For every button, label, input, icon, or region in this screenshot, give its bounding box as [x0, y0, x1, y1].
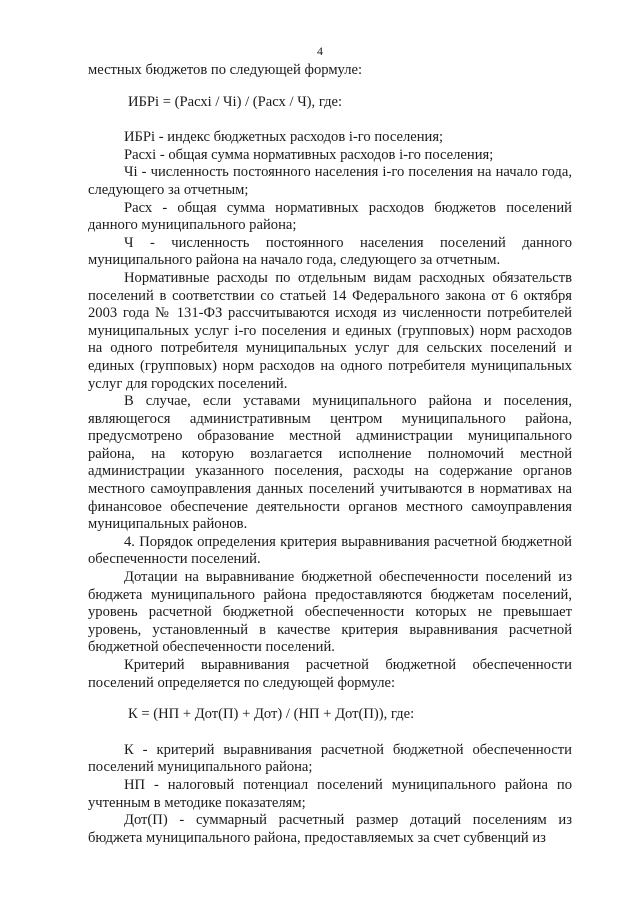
definition-rashi: Расхi - общая сумма нормативных расходов i-го поселения;	[124, 146, 494, 163]
definition-ch: Ч - численность постоянного населения поселений данного муниципального района на начало года, следующего за отчетным.	[88, 234, 572, 269]
section-heading-4: 4. Порядок определения критерия выравнивания расчетной бюджетной обеспеченности поселений.	[88, 533, 572, 568]
paragraph-normative-expenses: Нормативные расходы по отдельным видам расходных обязательств поселений в соответствии со статьей 14 Федерального закона от 6 октября 2003 года № 131-ФЗ рассчитываются исходя из численности потребителей муниципальных услуг i-го поселения и единых (групповых) норм расходов на одного потребителя муниципальных услуг для сельских поселений и единых (групповых) норм расходов на одного потребителя муниципальных услуг для городских поселений.	[88, 269, 572, 392]
formula-ibr: ИБРi = (Расхi / Чi) / (Расх / Ч), где:	[128, 93, 343, 110]
paragraph-intro: местных бюджетов по следующей формуле:	[88, 62, 363, 78]
document-body	[88, 62, 572, 847]
definition-ibri: ИБРi - индекс бюджетных расходов i-го поселения;	[124, 129, 444, 146]
paragraph-subsidies: Дотации на выравнивание бюджетной обеспеченности поселений из бюджета муниципального района предоставляются бюджетам поселений, уровень расчетной бюджетной обеспеченности которых не превышает уровень, установленный в качестве критерия выравнивания расчетной бюджетной обеспеченности поселений.	[88, 569, 572, 656]
definition-chi: Чi - численность постоянного населения i-го поселения на начало года, следующего за отчетным;	[88, 164, 572, 198]
definition-np: НП - налоговый потенциал поселений муниципального района по учтенным в методике показателям;	[88, 776, 572, 811]
definition-k: К - критерий выравнивания расчетной бюджетной обеспеченности поселений муниципального района;	[88, 741, 572, 776]
paragraph-admin-center: В случае, если уставами муниципального района и поселения, являющегося административным центром муниципального района, предусмотрено образование местной администрации муниципального района, на которую возлагается исполнение полномочий местной администрации указанного поселения, расходы на содержание органов местного самоуправления данных поселений учитываются в нормативах на финансовое обеспечение деятельности органов местного самоуправления муниципальных районов.	[88, 393, 572, 533]
definition-dotp: Дот(П) - суммарный расчетный размер дотаций поселениям из бюджета муниципального района, предоставляемых за счет субвенций из	[88, 812, 572, 846]
page-number: 4	[317, 44, 323, 58]
definition-rash: Расх - общая сумма нормативных расходов бюджетов поселений данного муниципального района;	[88, 199, 572, 234]
paragraph-criterion: Критерий выравнивания расчетной бюджетной обеспеченности поселений определяется по следующей формуле:	[88, 657, 572, 691]
formula-k: К = (НП + Дот(П) + Дот) / (НП + Дот(П)), где:	[128, 706, 415, 723]
